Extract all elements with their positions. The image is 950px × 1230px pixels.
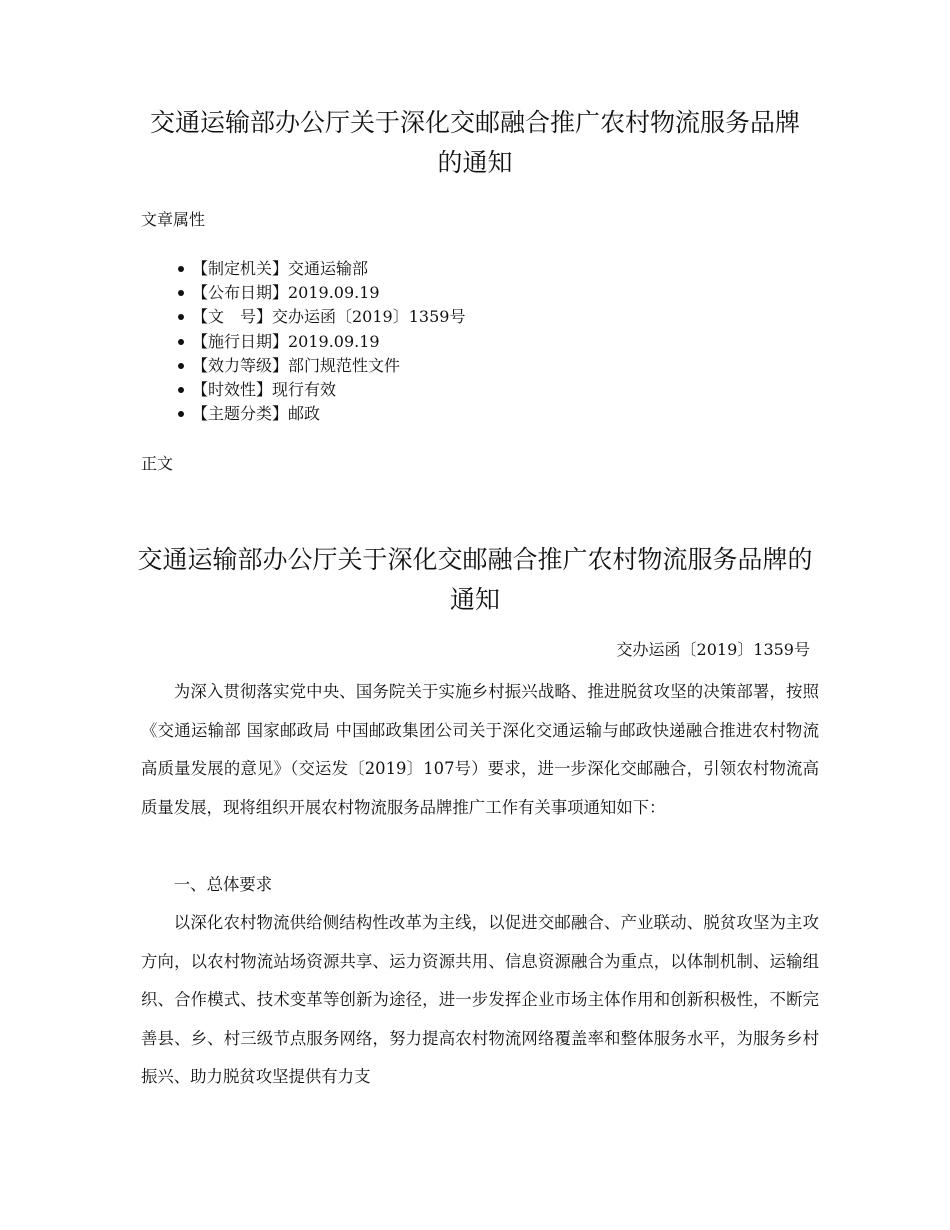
attribute-issuing-authority: 【制定机关】交通运输部 — [178, 257, 465, 281]
attribute-publish-date: 【公布日期】2019.09.19 — [178, 281, 465, 305]
attribute-validity: 【时效性】现行有效 — [178, 378, 465, 402]
body-title: 交通运输部办公厅关于深化交邮融合推广农村物流服务品牌的通知 — [137, 545, 813, 614]
paragraph-general-requirements: 以深化农村物流供给侧结构性改革为主线，以促进交邮融合、产业联动、脱贫攻坚为主攻方向，以农村物流站场资源共享、运力资源共用、信息资源融合为重点，以体制机制、运输组织、合作模式、技术变革等创新为途径，进一步发挥企业市场主体作用和创新积极性，不断完善县、乡、村三级节点服务网络，努力提高农村物流网络覆盖率和整体服务水平，为服务乡村振兴、助力脱贫攻坚提供有力支 — [141, 913, 819, 1086]
page-title: 交通运输部办公厅关于深化交邮融合推广农村物流服务品牌的通知 — [149, 108, 800, 177]
attribute-effective-date: 【施行日期】2019.09.19 — [178, 330, 465, 354]
attribute-legal-level: 【效力等级】部门规范性文件 — [178, 354, 465, 378]
attribute-subject-category: 【主题分类】邮政 — [178, 402, 465, 426]
section-heading-general-requirements: 一、总体要求 — [173, 875, 273, 894]
document-number: 交办运函〔2019〕1359号 — [616, 640, 810, 659]
article-attributes-label: 文章属性 — [141, 210, 206, 229]
attribute-document-number: 【文 号】交办运函〔2019〕1359号 — [178, 305, 465, 329]
paragraph-intro: 为深入贯彻落实党中央、国务院关于实施乡村振兴战略、推进脱贫攻坚的决策部署，按照《交通运输部 国家邮政局 中国邮政集团公司关于深化交通运输与邮政快递融合推进农村物流高质量发展的意见》（交运发〔2019〕107号）要求，进一步深化交邮融合，引领农村物流高质量发展，现将组织开展农村物流服务品牌推广工作有关事项通知如下： — [141, 682, 819, 817]
attribute-list — [178, 257, 465, 426]
body-text-label: 正文 — [141, 454, 174, 473]
